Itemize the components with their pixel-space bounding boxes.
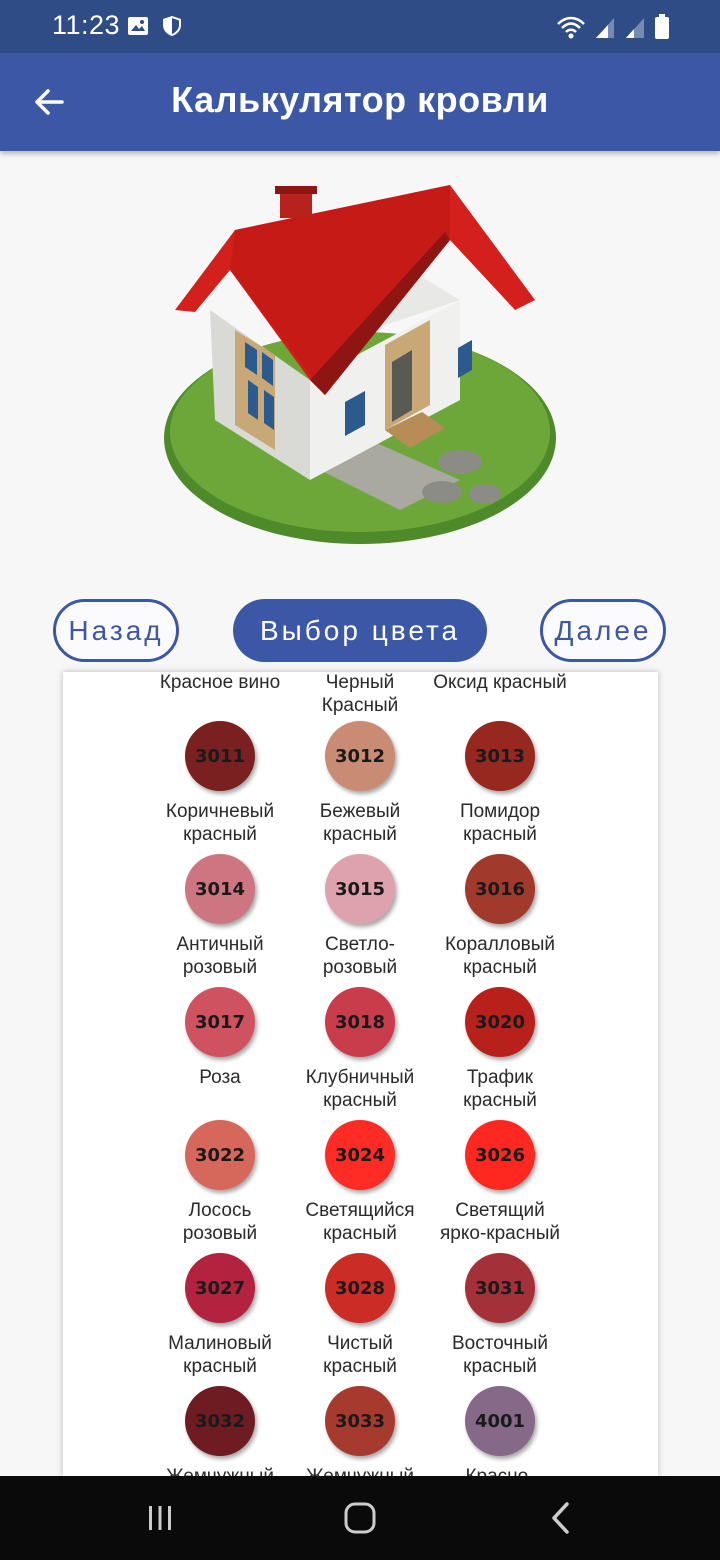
color-label-line: Оксид красный	[433, 672, 567, 693]
house-illustration	[160, 180, 560, 550]
color-label-line: розовый	[182, 1223, 258, 1244]
color-label	[420, 800, 580, 846]
color-label-line: красный	[183, 1356, 257, 1377]
color-code: 3024	[334, 1144, 386, 1166]
recent-apps-button[interactable]	[140, 1498, 180, 1538]
status-left-icons	[126, 14, 184, 38]
color-label-line: Бежевый	[319, 801, 401, 822]
color-swatch[interactable]	[325, 987, 395, 1057]
color-label	[140, 800, 300, 846]
color-label	[140, 671, 300, 694]
shield-icon	[160, 14, 184, 38]
status-bar	[0, 0, 720, 53]
gallery-icon	[126, 14, 150, 38]
color-code: 3016	[474, 878, 526, 900]
color-label-line: Коричневый	[165, 801, 275, 822]
color-code: 3018	[334, 1011, 386, 1033]
color-swatch[interactable]	[325, 1253, 395, 1323]
color-code: 3022	[194, 1144, 246, 1166]
navigation-bar	[0, 1476, 720, 1560]
color-select-button[interactable]: Выбор цвета	[233, 599, 487, 662]
color-swatch[interactable]	[185, 987, 255, 1057]
color-label-line: красный	[463, 1090, 537, 1111]
page-title: Калькулятор кровли	[171, 79, 549, 120]
color-label	[420, 671, 580, 694]
color-label-line: Трафик	[466, 1067, 534, 1088]
color-label-line: красный	[323, 1356, 397, 1377]
color-swatch[interactable]	[325, 854, 395, 924]
color-label-line: розовый	[322, 957, 398, 978]
home-button[interactable]	[340, 1498, 380, 1538]
color-label-line: Чистый	[327, 1333, 393, 1354]
color-label	[420, 1332, 580, 1378]
color-label	[280, 800, 440, 846]
color-swatch[interactable]	[185, 721, 255, 791]
color-label	[140, 1332, 300, 1378]
color-label-line: красный	[463, 957, 537, 978]
color-swatch[interactable]	[185, 854, 255, 924]
color-label-line: Лосось	[188, 1200, 252, 1221]
color-label	[140, 1199, 300, 1245]
color-swatch[interactable]	[465, 987, 535, 1057]
back-nav-button[interactable]	[542, 1498, 582, 1538]
color-label-line: Красный	[321, 695, 399, 716]
color-label	[140, 933, 300, 979]
color-label-line: Античный	[176, 934, 264, 955]
color-code: 4001	[474, 1410, 526, 1432]
color-label-line: Черный	[325, 672, 395, 693]
color-label-line: Светло-	[324, 934, 396, 955]
color-label-line: красный	[323, 1090, 397, 1111]
color-label-line: Красное вино	[159, 672, 281, 693]
wifi-icon	[556, 16, 586, 40]
color-code: 3017	[194, 1011, 246, 1033]
color-code: 3028	[334, 1277, 386, 1299]
color-swatch[interactable]	[325, 1386, 395, 1456]
color-swatch[interactable]	[465, 1386, 535, 1456]
color-code: 3020	[474, 1011, 526, 1033]
color-label	[420, 933, 580, 979]
color-code: 3026	[474, 1144, 526, 1166]
color-code: 3032	[194, 1410, 246, 1432]
signal-icon-2	[624, 16, 646, 40]
color-picker-panel	[63, 672, 658, 1476]
color-label	[420, 1199, 580, 1245]
app-bar	[0, 53, 720, 151]
color-label	[280, 671, 440, 717]
chevron-left-icon	[547, 1501, 577, 1535]
color-label	[280, 1199, 440, 1245]
signal-icon-1	[594, 16, 616, 40]
color-label-line: красный	[323, 824, 397, 845]
color-label-line: Помидор	[459, 801, 541, 822]
home-icon	[343, 1501, 377, 1535]
color-label	[280, 1066, 440, 1112]
recent-apps-icon	[145, 1503, 175, 1533]
color-code: 3027	[194, 1277, 246, 1299]
color-label-line: Восточный	[451, 1333, 549, 1354]
color-label	[280, 933, 440, 979]
color-label	[140, 1066, 300, 1089]
color-code: 3033	[334, 1410, 386, 1432]
color-code: 3014	[194, 878, 246, 900]
color-label-line: красный	[323, 1223, 397, 1244]
color-label-line: Светящийся	[305, 1200, 415, 1221]
color-swatch[interactable]	[185, 1253, 255, 1323]
color-label	[420, 1066, 580, 1112]
color-code: 3031	[474, 1277, 526, 1299]
color-label-line: Роза	[199, 1067, 241, 1088]
color-code: 3011	[194, 745, 246, 767]
next-button[interactable]: Далее	[540, 599, 666, 662]
color-label-line: Светящий	[455, 1200, 545, 1221]
color-swatch[interactable]	[465, 1253, 535, 1323]
color-swatch[interactable]	[325, 1120, 395, 1190]
color-swatch[interactable]	[465, 1120, 535, 1190]
color-code: 3013	[474, 745, 526, 767]
color-label-line: красный	[463, 1356, 537, 1377]
back-button[interactable]: Назад	[53, 599, 179, 662]
color-code: 3015	[334, 878, 386, 900]
color-label-line: Клубничный	[305, 1067, 415, 1088]
color-label-line: ярко-красный	[440, 1223, 560, 1244]
color-label-line: красный	[463, 824, 537, 845]
color-swatch[interactable]	[465, 854, 535, 924]
color-swatch[interactable]	[185, 1120, 255, 1190]
color-swatch[interactable]	[465, 721, 535, 791]
color-label-line: красный	[183, 824, 257, 845]
color-label-line: Коралловый	[444, 934, 556, 955]
color-label-line: розовый	[182, 957, 258, 978]
status-right-icons	[556, 14, 670, 40]
color-label-line: Малиновый	[168, 1333, 272, 1354]
color-label	[280, 1332, 440, 1378]
color-code: 3012	[334, 745, 386, 767]
status-time: 11:23	[52, 10, 121, 40]
color-swatch[interactable]	[185, 1386, 255, 1456]
battery-icon	[654, 14, 670, 40]
color-swatch[interactable]	[325, 721, 395, 791]
